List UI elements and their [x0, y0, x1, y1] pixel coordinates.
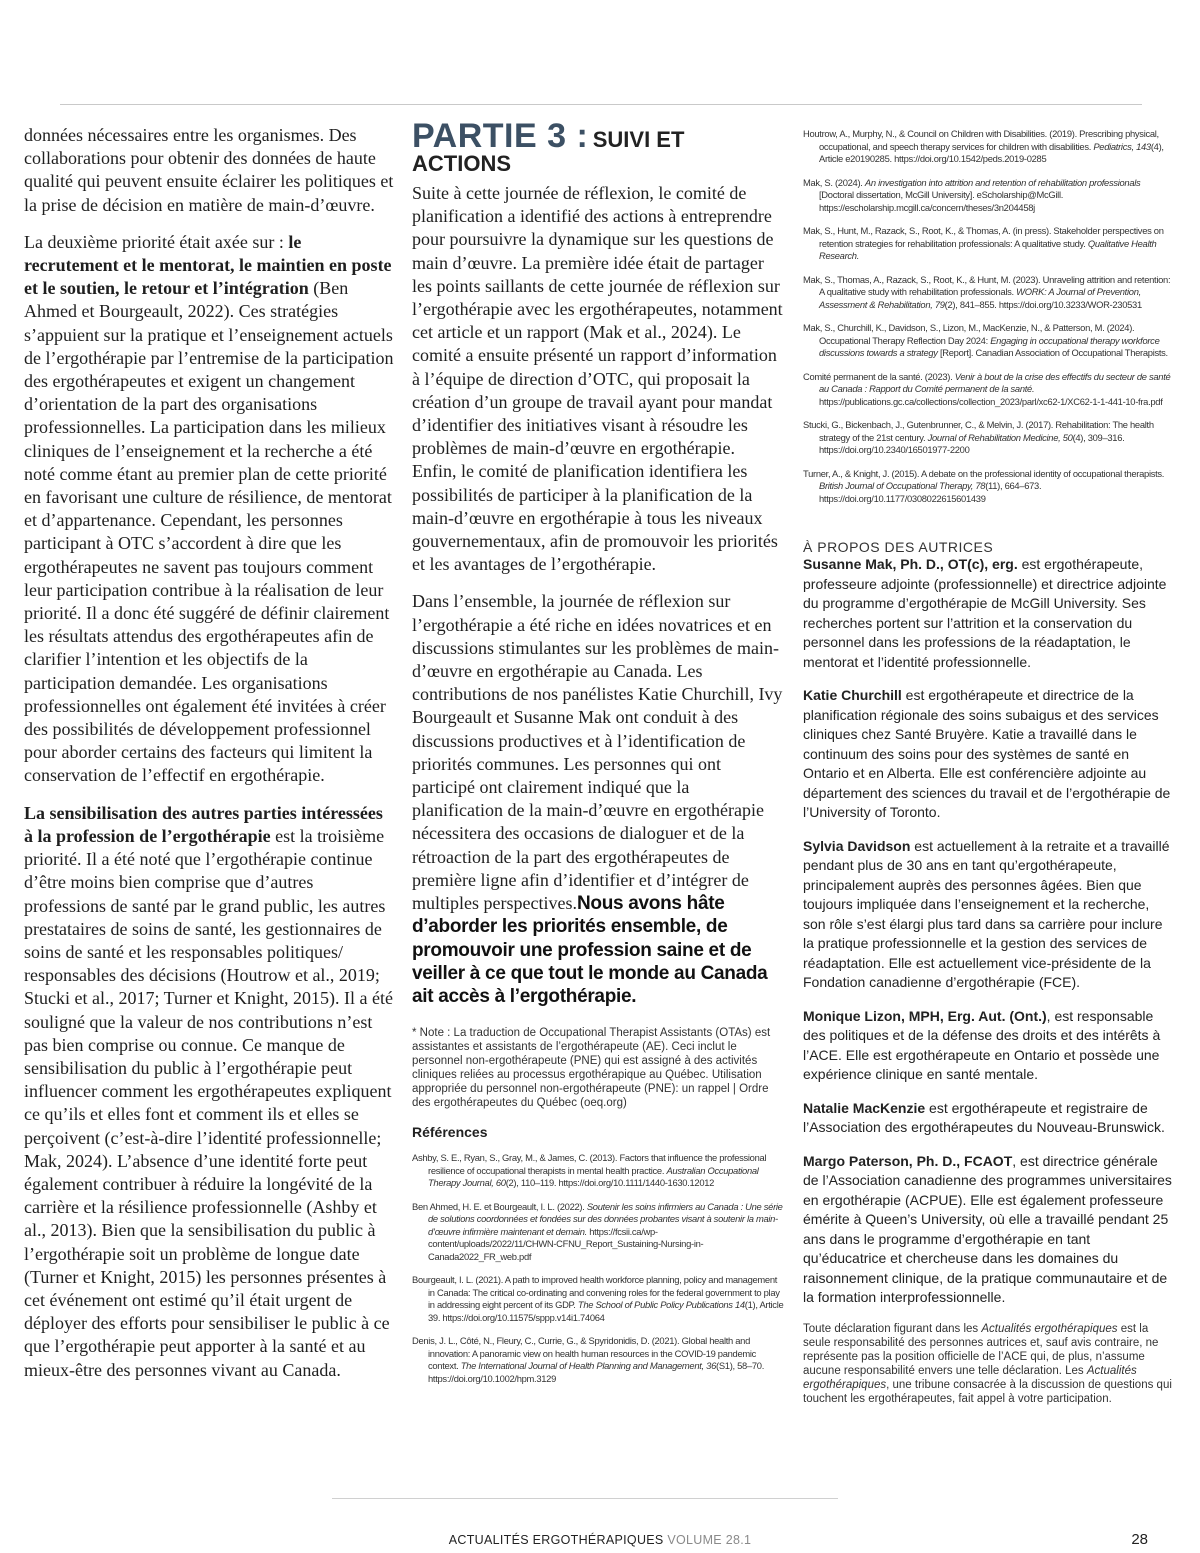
section-title-sub-cont: ACTIONS	[412, 151, 511, 176]
reference-item: Denis, J. L., Côté, N., Fleury, C., Currie, G., & Spyridonidis, D. (2021). Global health and innovation: A panoramic view on health human resources in the COVID-19 pandemic context. The International Journal of Health Planning and Management, 36(S1), 58–70. https://doi.org/10.1002/hpm.3129	[412, 1335, 764, 1384]
reference-item: Ashby, S. E., Ryan, S., Gray, M., & James, C. (2013). Factors that influence the professional resilience of occupational therapists in mental health practice. Australian Occupational Therapy Journal, 60(2), 110–119. https://doi.org/10.1111/1440-1630.12012	[412, 1152, 767, 1189]
emphasis: le recrutement et le mentorat, le maintien en poste et le soutien, le retour et l’intégration	[24, 231, 392, 299]
reference-item: Bourgeault, I. L. (2021). A path to improved health workforce planning, policy and management in Canada: The critical co-ordinating and convening roles for the federal government to play in addressing eight percent of its GDP. The School of Public Policy Publications 14(1), Article 39. https://doi.org/10.11575/sppp.v14i1.74064	[412, 1274, 784, 1323]
paragraph	[412, 590, 784, 1008]
disclaimer: Toute déclaration figurant dans les Actualités ergothérapiques est la seule responsabilité des personnes autrices et, sauf avis contraire, ne représente pas la position officielle de l’ACE qui, de plus, n’assume aucune responsabilité envers une telle déclaration. Les Actualités ergothérapiques, une tribune consacrée à la discussion de questions qui touchent les ergothérapeutes, fait appel à votre participation.	[803, 1322, 1172, 1405]
paragraph	[24, 802, 396, 1382]
reference-item: Comité permanent de la santé. (2023). Venir à bout de la crise des effectifs du secteur de santé au Canada : Rapport du Comité permanent de la santé. https://publications.gc.ca/collections/collection_2023/parl/xc62-1/XC62-1-1-441-10-fra.pdf	[803, 370, 1171, 407]
translation-note: * Note : La traduction de Occupational Therapist Assistants (OTAs) est assistantes et assistants de l’ergothérapeute (AE). Ceci inclut le personnel non-ergothérapeute (PNE) qui est assigné à des activités cliniques reliées au processus ergothérapique au Québec. Utilisation appropriée du personnel non-ergothérapeute (PNE): un rappel | Ordre des ergothérapeutes du Québec (oeq.org)	[412, 1027, 771, 1110]
column-right	[803, 128, 1175, 1406]
callout-quote: Nous avons hâte d’aborder les priorités ensemble, de promouvoir une profession saine et de veiller à ce que tout le monde au Canada ait accès à l’ergothérapie.	[412, 893, 768, 1007]
text: La deuxième priorité était axée sur :	[24, 231, 289, 252]
column-left	[24, 124, 396, 1396]
reference-item: Mak, S. (2024). An investigation into attrition and retention of rehabilitation professionals [Doctoral dissertation, McGill University]. eScholarship@McGill. https://escholarship.mcgill.ca/concern/theses/3n204458j	[803, 176, 1141, 213]
author-bio: Monique Lizon, MPH, Erg. Aut. (Ont.), est responsable des politiques et de la défense des droits et des intérêts à l’ACE. Elle est ergothérapeute en Ontario et possède une expérience clinique en santé mentale.	[803, 1007, 1161, 1082]
journal-name: ACTUALITÉS ERGOTHÉRAPIQUES	[448, 1533, 664, 1547]
footer	[0, 1533, 1200, 1547]
references-heading: Références	[412, 1124, 488, 1141]
top-rule	[60, 104, 1142, 105]
author-bios	[803, 555, 1175, 1308]
reference-item: Stucki, G., Bickenbach, J., Gutenbrunner, C., & Melvin, J. (2017). Rehabilitation: The health strategy of the 21st century. Journal of Rehabilitation Medicine, 50(4), 309–316. https://doi.org/10.2340/16501977-2200	[803, 419, 1154, 455]
about-authors-heading: À PROPOS DES AUTRICES	[803, 539, 994, 555]
author-name: Natalie MacKenzie	[803, 1099, 926, 1116]
page-number: 28	[1131, 1531, 1148, 1548]
author-bio: Natalie MacKenzie est ergothérapeute et registraire de l’Association des ergothérapeutes du Nouveau-Brunswick.	[803, 1099, 1165, 1135]
reference-item: Mak, S., Hunt, M., Razack, S., Root, K., & Thomas, A. (in press). Stakeholder perspectives on retention strategies for rehabilitation professionals: A qualitative study. Qualitative Health Research.	[803, 225, 1164, 261]
references-list	[412, 1152, 784, 1385]
references-list-continued	[803, 128, 1175, 505]
paragraph: données nécessaires entre les organismes. Des collaborations pour obtenir des données de haute qualité qui peuvent ensuite éclairer les politiques et la prise de décision en matière de main-d’œuvre.	[24, 125, 394, 215]
reference-item: Mak, S., Thomas, A., Razack, S., Root, K., & Hunt, M. (2023). Unraveling attrition and retention: A qualitative study with rehabilitation professionals. WORK: A Journal of Prevention, Assessment & Rehabilitation, 79(2), 841–855. https://doi.org/10.3233/WOR-230531	[803, 273, 1171, 310]
paragraph	[24, 231, 396, 788]
text: (Ben Ahmed et Bourgeault, 2022). Ces stratégies s’appuient sur la pratique et l’enseignement actuels de l’ergothérapie par l’entremise de la participation des ergothérapeutes et exigent un changement d’orientation de la part des organisations professionnelles. La participation dans les milieux cliniques de l’enseignement et la recherche a été noté comme étant au premier plan de cette priorité en favorisant une culture de résilience, de mentorat et d’appartenance. Cependant, les personnes participant à OTC s’accordent à dire que les ergothérapeutes ne savent pas toujours comment leur participation contribue à la réalisation de leur priorité. Il a donc été suggéré de définir clairement les résultats attendus des ergothérapeutes afin de clarifier l’intention et les objectifs de la participation demandée. Les organisations professionnelles ont également été invitées à créer des possibilités de développement professionnel pour aborder certains des facteurs qui limitent la conservation de l’effectif en ergothérapie.	[24, 278, 394, 786]
footer-rule	[332, 1498, 838, 1499]
author-name: Margo Paterson, Ph. D., FCAOT	[803, 1152, 1013, 1169]
reference-item: Turner, A., & Knight, J. (2015). A debate on the professional identity of occupational therapists. British Journal of Occupational Therapy, 78(11), 664–673. https://doi.org/10.1177/0308022615601439	[803, 467, 1165, 504]
author-name: Katie Churchill	[803, 687, 902, 703]
section-title-main: PARTIE 3 :	[412, 117, 589, 155]
paragraph: Suite à cette journée de réflexion, le comité de planification a identifié des actions à entreprendre pour poursuivre la dynamique sur les questions de main d’œuvre. La première idée était de partager les points saillants de cette journée de réflexion sur l’ergothérapie avec les ergothérapeutes, notamment cet article et un rapport (Mak et al., 2024). Le comité a ensuite présenté un rapport d’information à l’équipe de direction d’OTC, qui proposait la création d’un groupe de travail ayant pour mandat d’identifier des initiatives visant à résoudre les problèmes de main-d’œuvre en ergothérapie. Enfin, le comité de planification identifiera les possibilités de participer à la planification de la main-d’œuvre en ergothérapie à tous les niveaux gouvernementaux, afin de promouvoir les priorités et les avantages de l’ergothérapie.	[412, 183, 783, 575]
text: Dans l’ensemble, la journée de réflexion sur l’ergothérapie a été riche en idées novatrices et en discussions stimulantes sur les problèmes de main-d’œuvre en ergothérapie au Canada. Les contributions de nos panélistes Katie Churchill, Ivy Bourgeault et Susanne Mak ont conduit à des discussions productives et à l’identification de priorités communes. Les personnes qui ont participé ont clairement indiqué que la planification de la main-d’œuvre en ergothérapie nécessitera des occasions de dialoguer et de la rétroaction de la part des ergothérapeutes de première ligne afin d’identifier et d’intégrer de multiples perspectives.	[412, 591, 783, 914]
author-bio: Susanne Mak, Ph. D., OT(c), erg. est ergothérapeute, professeure adjointe (professionnelle) et directrice adjointe du programme d’ergothérapie de McGill University. Ses recherches portent sur l’attrition et la conservation du personnel dans les professions de la réadaptation, le mentorat et l’identité professionnelle.	[803, 556, 1167, 670]
section-title	[412, 117, 784, 176]
author-name: Sylvia Davidson	[803, 837, 911, 854]
section-title-sub: SUIVI ET	[592, 127, 685, 152]
volume-number: VOLUME 28.1	[663, 1533, 752, 1547]
emphasis: La sensibilisation des autres parties intéressées à la profession de l’ergothérapie	[24, 802, 383, 846]
reference-item: Houtrow, A., Murphy, N., & Council on Children with Disabilities. (2019). Prescribing physical, occupational, and speech therapy services for children with disabilities. Pediatrics, 143(4), Article e20190285. https://doi.org/10.1542/peds.2019-0285	[803, 128, 1164, 164]
text: est la troisième priorité. Il a été noté que l’ergothérapie continue d’être moins bien comprise que d’autres professions de santé par le grand public, les autres prestataires de soins de santé, les gestionnaires de soins de santé et les responsables politiques/ responsables des décisions (Houtrow et al., 2019; Stucki et al., 2017; Turner et Knight, 2015). Il a été souligné que la valeur de nos contributions n’est pas bien comprise ou connue. Ce manque de sensibilisation du public à l’ergothérapie peut influencer comment les ergothérapeutes expliquent ce qu’ils et elles font et comment ils et elles se perçoivent (c’est-à-dire l’identité professionnelle; Mak, 2024). L’absence d’une identité forte peut également contribuer à réduire la longévité de la carrière et la résilience professionnelle (Ashby et al., 2013). Bien que la sensibilisation du public à l’ergothérapie soit un problème de longue date (Turner et Knight, 2015) les personnes présentes à cet événement ont estimé qu’il était urgent de déployer des efforts pour sensibiliser le public à ce que l’ergothérapie peut apporter à la santé et au mieux-être des personnes vivant au Canada.	[24, 825, 393, 1380]
reference-item: Ben Ahmed, H. E. et Bourgeault, I. L. (2022). Soutenir les soins infirmiers au Canada : Une série de solutions coordonnées et fondées sur des données probantes visant à soutenir la main-d’œuvre infirmière maintenant et demain. https://fcsii.ca/wp-content/uploads/2022/11/CHWN-CFNU_Report_Sustaining-Nursing-in-Canada2022_FR_web.pdf	[412, 1200, 783, 1262]
author-name: Monique Lizon, MPH, Erg. Aut. (Ont.)	[803, 1007, 1047, 1024]
reference-item: Mak, S., Churchill, K., Davidson, S., Lizon, M., MacKenzie, N., & Patterson, M. (2024). Occupational Therapy Reflection Day 2024: Engaging in occupational therapy workforce discussions towards a strategy [Report]. Canadian Association of Occupational Therapists.	[803, 322, 1168, 358]
author-name: Susanne Mak, Ph. D., OT(c), erg.	[803, 556, 1018, 572]
author-bio: Margo Paterson, Ph. D., FCAOT, est directrice générale de l’Association canadienne des programmes universitaires en ergothérapie (ACPUE). Elle est également professeure émérite à Queen’s University, où elle a travaillé pendant 25 ans dans le programme d’ergothérapie en tant qu’éducatrice et chercheuse dans les domaines du raisonnement clinique, de la pratique communautaire et de la formation interprofessionnelle.	[803, 1152, 1172, 1305]
author-bio: Sylvia Davidson est actuellement à la retraite et a travaillé pendant plus de 30 ans en tant qu’ergothérapeute, principalement auprès des personnes âgées. Bien que toujours impliquée dans l’enseignement et la recherche, son rôle s’est élargi plus tard dans sa carrière pour inclure la pratique professionnelle et la gestion des services de réadaptation. Elle est actuellement vice-présidente de la Fondation canadienne d’ergothérapie (FCE).	[803, 837, 1170, 990]
author-bio: Katie Churchill est ergothérapeute et directrice de la planification régionale des soins subaigus et des services cliniques chez Santé Bruyère. Katie a travaillé dans le continuum des soins pour des systèmes de santé en Ontario et en Alberta. Elle est conférencière adjointe au département des sciences du travail et de l’ergothérapie de l’University of Toronto.	[803, 687, 1171, 820]
column-middle	[412, 117, 784, 1396]
